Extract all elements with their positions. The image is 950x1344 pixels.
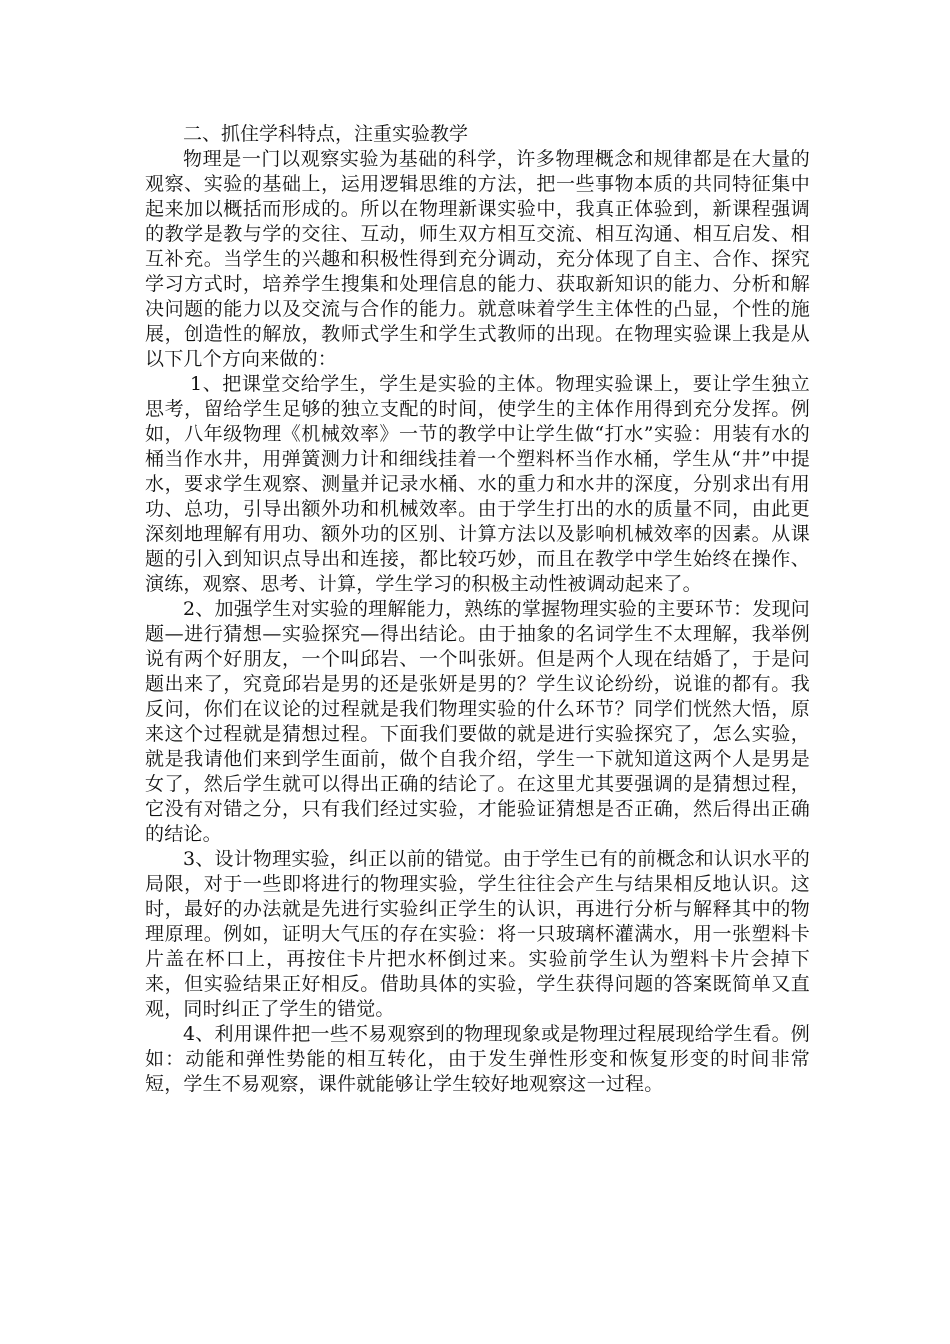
- point-3-paragraph: 3、设计物理实验，纠正以前的错觉。由于学生已有的前概念和认识水平的局限，对于一些即将进行的物理实验，学生往往会产生与结果相反地认识。这时，最好的办法就是先进行实验纠正学生的认识，再进行分析与解释其中的物理原理。例如，证明大气压的存在实验：将一只玻璃杯灌满水，用一张塑料卡片盖在杯口上，再按住卡片把水杯倒过来。实验前学生认为塑料卡片会掉下来，但实验结果正好相反。借助具体的实验，学生获得问题的答案既简单又直观，同时纠正了学生的错觉。: [145, 848, 810, 1020]
- point-4-paragraph: 4、利用课件把一些不易观察到的物理现象或是物理过程展现给学生看。例如：动能和弹性势能的相互转化，由于发生弹性形变和恢复形变的时间非常短，学生不易观察，课件就能够让学生较好地观察这一过程。: [145, 1023, 810, 1095]
- point-1-paragraph: 1、把课堂交给学生，学生是实验的主体。物理实验课上，要让学生独立思考，留给学生足够的独立支配的时间，使学生的主体作用得到充分发挥。例如，八年级物理《机械效率》一节的教学中让学生做“打水”实验：用装有水的桶当作水井，用弹簧测力计和细线挂着一个塑料杯当作水桶，学生从“井”中提水，要求学生观察、测量并记录水桶、水的重力和水井的深度，分别求出有用功、总功，引导出额外功和机械效率。由于学生打出的水的质量不同，由此更深刻地理解有用功、额外功的区别、计算方法以及影响机械效率的因素。从课题的引入到知识点导出和连接，都比较巧妙，而且在教学中学生始终在操作、演练，观察、思考、计算，学生学习的积极主动性被调动起来了。: [145, 373, 810, 595]
- section-heading: 二、抓住学科特点，注重实验教学: [183, 123, 469, 145]
- intro-paragraph: 物理是一门以观察实验为基础的科学，许多物理概念和规律都是在大量的观察、实验的基础上，运用逻辑思维的方法，把一些事物本质的共同特征集中起来加以概括而形成的。所以在物理新课实验中，我真正体验到，新课程强调的教学是教与学的交往、互动，师生双方相互交流、相互沟通、相互启发、相互补充。当学生的兴趣和积极性得到充分调动，充分体现了自主、合作、探究学习方式时，培养学生搜集和处理信息的能力、获取新知识的能力、分析和解决问题的能力以及交流与合作的能力。就意味着学生主体性的凸显，个性的施展，创造性的解放，教师式学生和学生式教师的出现。在物理实验课上我是从以下几个方向来做的：: [145, 148, 810, 370]
- point-2-paragraph: 2、加强学生对实验的理解能力，熟练的掌握物理实验的主要环节：发现问题—进行猜想—实验探究—得出结论。由于抽象的名词学生不太理解，我举例说有两个好朋友，一个叫邱岩、一个叫张妍。但是两个人现在结婚了，于是问题出来了，究竟邱岩是男的还是张妍是男的？学生议论纷纷，说谁的都有。我反问，你们在议论的过程就是我们物理实验的什么环节？同学们恍然大悟，原来这个过程就是猜想过程。下面我们要做的就是进行实验探究了，怎么实验，就是我请他们来到学生面前，做个自我介绍，学生一下就知道这两个人是男是女了，然后学生就可以得出正确的结论了。在这里尤其要强调的是猜想过程，它没有对错之分，只有我们经过实验，才能验证猜想是否正确，然后得出正确的结论。: [145, 598, 810, 845]
- document-page: [145, 122, 810, 1097]
